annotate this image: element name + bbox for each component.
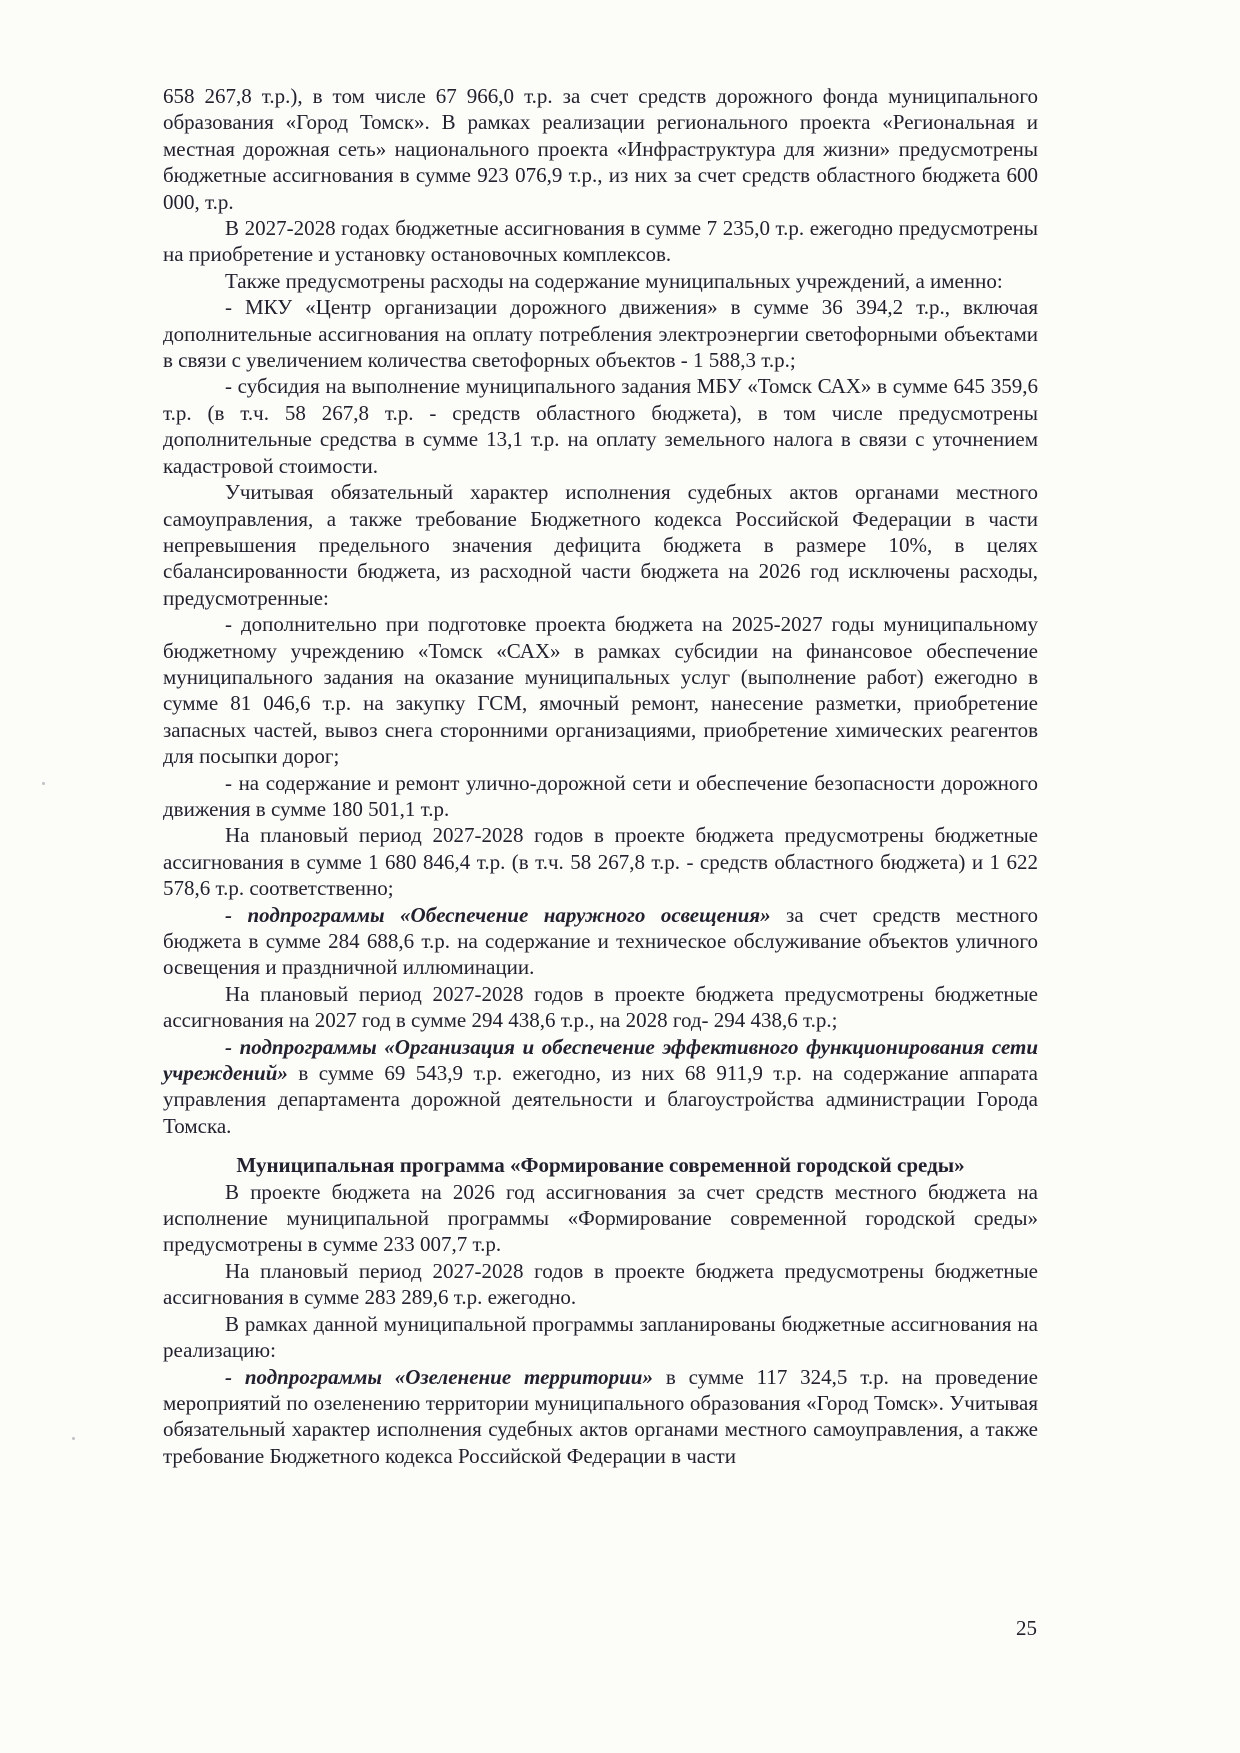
paragraph-subprogram-greening: [163, 1364, 1038, 1470]
paragraph-planned-period-lighting: На плановый период 2027-2028 годов в проекте бюджета предусмотрены бюджетные ассигнования на 2027 год в сумме 294 438,6 т.р., на 2028 год- 294 438,6 т.р.;: [163, 981, 1038, 1033]
subprogram-greening-title: - подпрограммы «Озеленение территории»: [225, 1364, 653, 1389]
paragraph-program-allocations-intro: В рамках данной муниципальной программы запланированы бюджетные ассигнования на реализацию:: [163, 1311, 1038, 1363]
paragraph-2027-2028-stops: В 2027-2028 годах бюджетные ассигнования в сумме 7 235,0 т.р. ежегодно предусмотрены на приобретение и установку остановочных комплексов.: [163, 216, 1038, 267]
paragraph-excluded-sah-funding: - дополнительно при подготовке проекта бюджета на 2025-2027 годы муниципальному бюджетному учреждению «Томск «САХ» в рамках субсидии на финансовое обеспечение муниципального задания на оказание муниципальных услуг (выполнение работ) ежегодно в сумме 81 046,6 т.р. на закупку ГСМ, ямочный ремонт, нанесение разметки, приобретение запасных частей, вывоз снега сторонними организациями, приобретение химических реагентов для посыпки дорог;: [163, 612, 1038, 769]
paragraph-program-2026-budget: В проекте бюджета на 2026 год ассигнования за счет средств местного бюджета на исполнение муниципальной программы «Формирование современной городской среды» предусмотрены в сумме 233 007,7 т.р.: [163, 1179, 1038, 1257]
paragraph-planned-period-road: На плановый период 2027-2028 годов в проекте бюджета предусмотрены бюджетные ассигнования в сумме 1 680 846,4 т.р. (в т.ч. 58 267,8 т.р. - средств областного бюджета) и 1 622 578,6 т.р. соответственно;: [163, 823, 1038, 901]
paragraph-mbu-tomsk-sah-subsidy: - субсидия на выполнение муниципального задания МБУ «Томск САХ» в сумме 645 359,6 т.р. (в т.ч. 58 267,8 т.р. - средств областного бюджета), в том числе предусмотрены дополнительные средства в сумме 13,1 т.р. на оплату земельного налога в связи с уточнением кадастровой стоимости.: [163, 374, 1038, 478]
document-body: [163, 83, 1038, 1469]
subprogram-network-text: в сумме 69 543,9 т.р. ежегодно, из них 68 911,9 т.р. на содержание аппарата управления департамента дорожной деятельности и благоустройства администрации Города Томска.: [163, 1061, 1038, 1138]
paragraph-planned-period-program: На плановый период 2027-2028 годов в проекте бюджета предусмотрены бюджетные ассигнования в сумме 283 289,6 т.р. ежегодно.: [163, 1258, 1038, 1310]
paragraph-mku-traffic-center: - МКУ «Центр организации дорожного движения» в сумме 36 394,2 т.р., включая дополнительные ассигнования на оплату потребления электроэнергии светофорными объектами в связи с увеличением количества светофорных объектов - 1 588,3 т.р.;: [163, 295, 1038, 373]
paragraph-road-fund: 658 267,8 т.р.), в том числе 67 966,0 т.р. за счет средств дорожного фонда муниципального образования «Город Томск». В рамках реализации регионального проекта «Региональная и местная дорожная сеть» национального проекта «Инфраструктура для жизни» предусмотрены бюджетные ассигнования в сумме 923 076,9 т.р., из них за счет средств областного бюджета 600 000, т.р.: [163, 84, 1038, 214]
subprogram-lighting-title: - подпрограммы «Обеспечение наружного освещения»: [225, 902, 771, 927]
scan-artifact: [72, 1437, 75, 1440]
paragraph-subprogram-lighting: [163, 902, 1038, 981]
paragraph-excluded-road-maintenance: - на содержание и ремонт улично-дорожной сети и обеспечение безопасности дорожного движения в сумме 180 501,1 т.р.: [163, 770, 1038, 821]
subprogram-network-title: - подпрограммы «Организация и обеспечение эффективного функционирования сети учреждений»: [163, 1034, 1038, 1086]
scan-artifact: [42, 782, 45, 785]
paragraph-subprogram-network: [163, 1034, 1038, 1140]
subprogram-greening-text: в сумме 117 324,5 т.р. на проведение мероприятий по озеленению территории муниципального образования «Город Томск». Учитывая обязательный характер исполнения судебных актов органами местного самоуправления, а также требование Бюджетного кодекса Российской Федерации в части: [163, 1364, 1038, 1468]
subprogram-lighting-text: за счет средств местного бюджета в сумме 284 688,6 т.р. на содержание и техническое обслуживание объектов уличного освещения и праздничной иллюминации.: [163, 902, 1038, 980]
page-number: 25: [1016, 1616, 1037, 1640]
paragraph-institutions-intro: Также предусмотрены расходы на содержание муниципальных учреждений, а именно:: [225, 268, 1003, 293]
paragraph-budget-code-exclusions: Учитывая обязательный характер исполнения судебных актов органами местного самоуправления, а также требование Бюджетного кодекса Российской Федерации в части непревышения предельного значения дефицита бюджета в размере 10%, в целях сбалансированности бюджета, из расходной части бюджета на 2026 год исключены расходы, предусмотренные:: [163, 480, 1038, 610]
section-heading-urban-environment: Муниципальная программа «Формирование современной городской среды»: [236, 1153, 965, 1178]
